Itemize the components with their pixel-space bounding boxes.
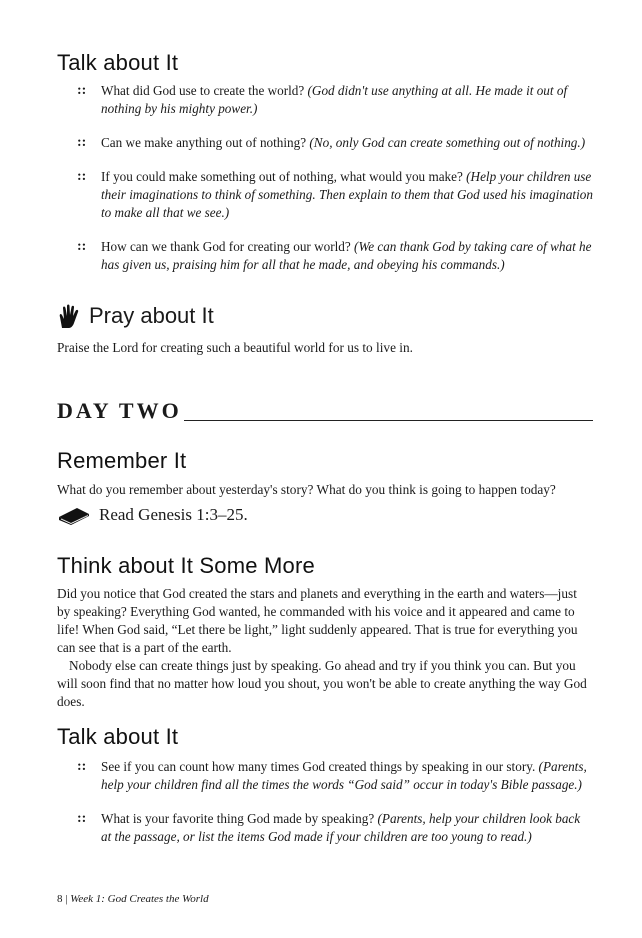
bullet-icon: :: (77, 83, 87, 98)
think-about-it-heading: Think about It Some More (57, 553, 315, 578)
bullet-icon: :: (77, 811, 87, 826)
day-title: DAY TWO (57, 398, 182, 423)
question-text: Can we make anything out of nothing? (101, 135, 307, 150)
day-two-heading (57, 398, 593, 424)
question-list-2 (57, 758, 593, 862)
question-text: What did God use to create the world? (101, 83, 305, 98)
question-text: If you could make something out of nothing, what would you make? (101, 169, 463, 184)
question-item (57, 758, 593, 794)
question-list-1 (57, 82, 593, 290)
bullet-icon: :: (77, 759, 87, 774)
question-text: See if you can count how many times God created things by speaking in our story. (101, 759, 536, 774)
book-icon (57, 505, 91, 525)
think-paragraph-2: Nobody else can create things just by speaking. Go ahead and try if you think you can. But you will soon find that no matter how loud you shout, you won't be able to create anything the way God does. (57, 658, 587, 709)
answer-text: (Help your children use their imaginations to think of something. Then explain to them that God used his imagination to make all that we see.) (101, 169, 593, 220)
pray-text: Praise the Lord for creating such a beautiful world for us to live in. (57, 340, 413, 355)
bullet-icon: :: (77, 239, 87, 254)
praying-hand-icon (57, 303, 81, 329)
question-item (57, 168, 593, 222)
remember-it-heading: Remember It (57, 448, 187, 473)
pray-heading-row (57, 303, 214, 329)
remember-text: What do you remember about yesterday's story? What do you think is going to happen today? (57, 482, 556, 497)
talk-about-it-heading-1: Talk about It (57, 50, 179, 75)
page-number: 8 (57, 893, 63, 905)
question-item (57, 238, 593, 274)
day-rule-divider (184, 420, 593, 421)
answer-text: (No, only God can create something out of nothing.) (309, 135, 586, 150)
read-row (57, 505, 248, 525)
bullet-icon: :: (77, 169, 87, 184)
answer-text: (Parents, help your children find all the times the words “God said” occur in today's Bible passage.) (101, 759, 587, 792)
talk-about-it-heading-2: Talk about It (57, 724, 179, 749)
question-text: How can we thank God for creating our world? (101, 239, 351, 254)
pray-about-it-heading: Pray about It (89, 303, 214, 328)
think-paragraphs (57, 585, 593, 711)
answer-text: (We can thank God by taking care of what he has given us, praising him for all that he made, and obeying his commands.) (101, 239, 592, 272)
bullet-icon: :: (77, 135, 87, 150)
question-text: What is your favorite thing God made by speaking? (101, 811, 375, 826)
question-item (57, 810, 593, 846)
think-paragraph-1: Did you notice that God created the stars and planets and everything in the earth and waters—just by speaking? Everything God wanted, he commanded with his voice and it appeared and came to life! When God said, “Let there be light,” light suddenly appeared. That is true for everything you can see that is a part of the earth. (57, 586, 578, 655)
read-genesis-text: Read Genesis 1:3–25. (99, 505, 248, 524)
answer-text: (Parents, help your children look back at the passage, or list the items God made if your children are too young to read.) (101, 811, 581, 844)
answer-text: (God didn't use anything at all. He made it out of nothing by his mighty power.) (101, 83, 568, 116)
footer-title: Week 1: God Creates the World (70, 893, 209, 905)
footer-separator: | (65, 893, 68, 905)
question-item (57, 134, 593, 152)
page-footer (57, 893, 209, 905)
question-item (57, 82, 593, 118)
